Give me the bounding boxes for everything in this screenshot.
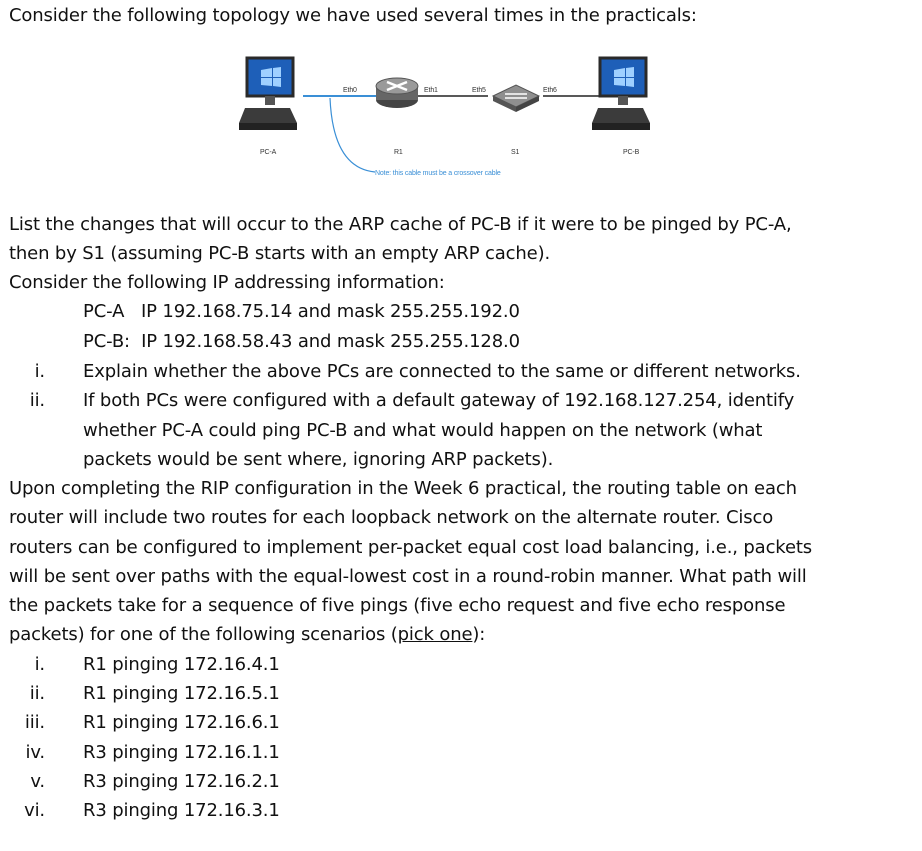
- port-label-eth0: Eth0: [343, 87, 357, 94]
- list-number: i.: [34, 654, 45, 675]
- router-r1-icon: [376, 78, 418, 108]
- q3-item: R3 pinging 172.16.1.1: [83, 742, 280, 763]
- q2-item-1: Explain whether the above PCs are connected to the same or different networks.: [83, 361, 801, 382]
- switch-s1-icon: [493, 85, 539, 112]
- list-number: vi.: [24, 800, 45, 821]
- list-number: iii.: [24, 712, 45, 733]
- device-label-pc-a: PC-A: [260, 149, 277, 156]
- q3-line-3: routers can be configured to implement per-packet equal cost load balancing, i.e., packets: [9, 537, 813, 558]
- list-number: ii.: [29, 390, 45, 411]
- note-arrow: [330, 98, 375, 172]
- q1-line-2: then by S1 (assuming PC-B starts with an empty ARP cache).: [9, 243, 551, 264]
- addr-row-pc-a: [83, 301, 520, 323]
- addr-info: IP 192.168.58.43 and mask 255.255.128.0: [141, 331, 520, 352]
- q1-line-1: List the changes that will occur to the ARP cache of PC-B if it were to be pinged by PC-A,: [9, 214, 792, 235]
- q3-line-2: router will include two routes for each loopback network on the alternate router. Cisco: [9, 507, 774, 528]
- q3-item: R3 pinging 172.16.2.1: [83, 771, 280, 792]
- pc-b-icon: [592, 58, 650, 130]
- q2-item-2-line-1: If both PCs were configured with a default gateway of 192.168.127.254, identify: [83, 390, 795, 411]
- pick-one-emphasis: pick one: [397, 624, 473, 645]
- crossover-note: Note: this cable must be a crossover cable: [375, 170, 501, 177]
- addr-row-pc-b: [83, 331, 520, 353]
- pc-a-icon: [239, 58, 297, 130]
- device-label-r1: R1: [394, 149, 403, 156]
- device-label-pc-b: PC-B: [623, 149, 640, 156]
- q3-item: R1 pinging 172.16.4.1: [83, 654, 280, 675]
- q3-line-6-start: packets) for one of the following scenarios (: [9, 624, 398, 645]
- addr-host: PC-A: [83, 301, 125, 322]
- q2-item-2-line-2: whether PC-A could ping PC-B and what would happen on the network (what: [83, 420, 763, 441]
- device-label-s1: S1: [511, 149, 520, 156]
- topology-diagram: [225, 48, 685, 183]
- q2-item-2-line-3: packets would be sent where, ignoring ARP packets).: [83, 449, 554, 470]
- list-number: ii.: [29, 683, 45, 704]
- port-label-eth5: Eth5: [472, 87, 486, 94]
- addr-info: IP 192.168.75.14 and mask 255.255.192.0: [140, 301, 520, 322]
- port-label-eth6: Eth6: [543, 87, 557, 94]
- q3-line-6-end: ):: [472, 624, 486, 645]
- q3-line-6: [9, 624, 485, 646]
- intro-text: Consider the following topology we have used several times in the practicals:: [9, 5, 697, 26]
- q3-item: R1 pinging 172.16.6.1: [83, 712, 280, 733]
- q2-intro: Consider the following IP addressing information:: [9, 272, 445, 293]
- q3-line-1: Upon completing the RIP configuration in the Week 6 practical, the routing table on each: [9, 478, 797, 499]
- q3-line-5: the packets take for a sequence of five pings (five echo request and five echo response: [9, 595, 786, 616]
- q3-line-4: will be sent over paths with the equal-lowest cost in a round-robin manner. What path will: [9, 566, 807, 587]
- q3-item: R3 pinging 172.16.3.1: [83, 800, 280, 821]
- q3-item: R1 pinging 172.16.5.1: [83, 683, 280, 704]
- port-label-eth1: Eth1: [424, 87, 438, 94]
- list-number: iv.: [25, 742, 45, 763]
- addr-host: PC-B:: [83, 331, 130, 352]
- list-number: v.: [30, 771, 45, 792]
- list-number: i.: [34, 361, 45, 382]
